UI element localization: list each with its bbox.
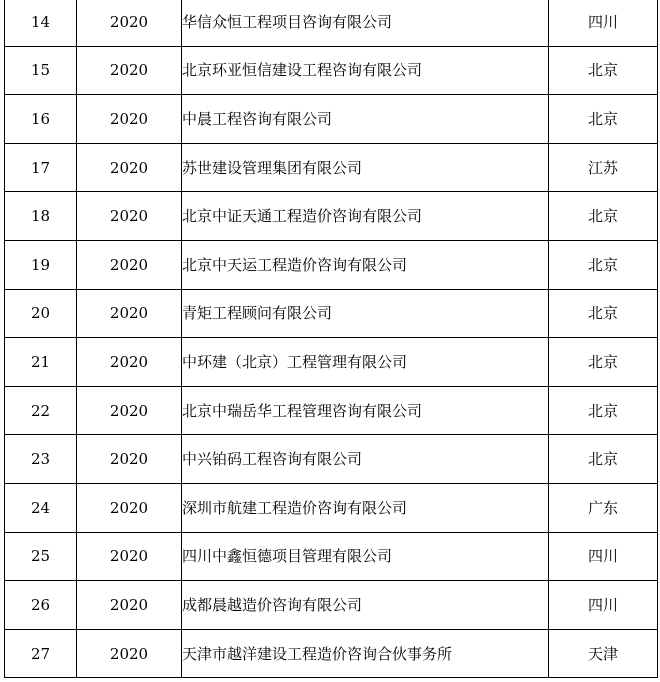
- year-cell: 2020: [77, 532, 182, 581]
- row-number-cell: 23: [5, 435, 77, 484]
- year-cell: 2020: [77, 386, 182, 435]
- company-name-cell: 北京中瑞岳华工程管理咨询有限公司: [182, 386, 549, 435]
- row-number-cell: 21: [5, 338, 77, 387]
- region-cell: 北京: [549, 192, 658, 241]
- region-cell: 北京: [549, 46, 658, 95]
- table-row: [5, 483, 658, 532]
- region-cell: 北京: [549, 338, 658, 387]
- row-number-cell: 19: [5, 240, 77, 289]
- year-cell: 2020: [77, 289, 182, 338]
- table-row: [5, 192, 658, 241]
- region-cell: 四川: [549, 0, 658, 46]
- region-cell: 北京: [549, 289, 658, 338]
- row-number-cell: 20: [5, 289, 77, 338]
- company-name-cell: 中晨工程咨询有限公司: [182, 95, 549, 144]
- table-row: [5, 386, 658, 435]
- company-name-cell: 华信众恒工程项目咨询有限公司: [182, 0, 549, 46]
- company-table: [4, 0, 658, 678]
- region-cell: 北京: [549, 95, 658, 144]
- year-cell: 2020: [77, 240, 182, 289]
- year-cell: 2020: [77, 483, 182, 532]
- row-number-cell: 26: [5, 581, 77, 630]
- table-row: [5, 46, 658, 95]
- row-number-cell: 14: [5, 0, 77, 46]
- company-name-cell: 四川中鑫恒德项目管理有限公司: [182, 532, 549, 581]
- region-cell: 广东: [549, 483, 658, 532]
- table-row: [5, 532, 658, 581]
- table-row: [5, 240, 658, 289]
- row-number-cell: 17: [5, 143, 77, 192]
- company-name-cell: 中兴铂码工程咨询有限公司: [182, 435, 549, 484]
- company-name-cell: 天津市越洋建设工程造价咨询合伙事务所: [182, 629, 549, 678]
- region-cell: 四川: [549, 581, 658, 630]
- year-cell: 2020: [77, 46, 182, 95]
- table-row: [5, 0, 658, 46]
- table-row: [5, 95, 658, 144]
- table-row: [5, 289, 658, 338]
- region-cell: 天津: [549, 629, 658, 678]
- table-row: [5, 629, 658, 678]
- company-name-cell: 苏世建设管理集团有限公司: [182, 143, 549, 192]
- region-cell: 北京: [549, 386, 658, 435]
- region-cell: 北京: [549, 435, 658, 484]
- year-cell: 2020: [77, 0, 182, 46]
- table-body: [5, 0, 658, 678]
- region-cell: 四川: [549, 532, 658, 581]
- company-name-cell: 北京中天运工程造价咨询有限公司: [182, 240, 549, 289]
- row-number-cell: 25: [5, 532, 77, 581]
- table-row: [5, 143, 658, 192]
- company-name-cell: 北京环亚恒信建设工程咨询有限公司: [182, 46, 549, 95]
- year-cell: 2020: [77, 338, 182, 387]
- table-row: [5, 581, 658, 630]
- year-cell: 2020: [77, 143, 182, 192]
- table-row: [5, 338, 658, 387]
- table-row: [5, 435, 658, 484]
- row-number-cell: 16: [5, 95, 77, 144]
- year-cell: 2020: [77, 435, 182, 484]
- year-cell: 2020: [77, 581, 182, 630]
- region-cell: 北京: [549, 240, 658, 289]
- row-number-cell: 27: [5, 629, 77, 678]
- company-name-cell: 青矩工程顾问有限公司: [182, 289, 549, 338]
- company-name-cell: 中环建（北京）工程管理有限公司: [182, 338, 549, 387]
- year-cell: 2020: [77, 95, 182, 144]
- region-cell: 江苏: [549, 143, 658, 192]
- row-number-cell: 22: [5, 386, 77, 435]
- company-name-cell: 成都晨越造价咨询有限公司: [182, 581, 549, 630]
- row-number-cell: 18: [5, 192, 77, 241]
- year-cell: 2020: [77, 192, 182, 241]
- row-number-cell: 15: [5, 46, 77, 95]
- year-cell: 2020: [77, 629, 182, 678]
- company-name-cell: 深圳市航建工程造价咨询有限公司: [182, 483, 549, 532]
- company-name-cell: 北京中证天通工程造价咨询有限公司: [182, 192, 549, 241]
- row-number-cell: 24: [5, 483, 77, 532]
